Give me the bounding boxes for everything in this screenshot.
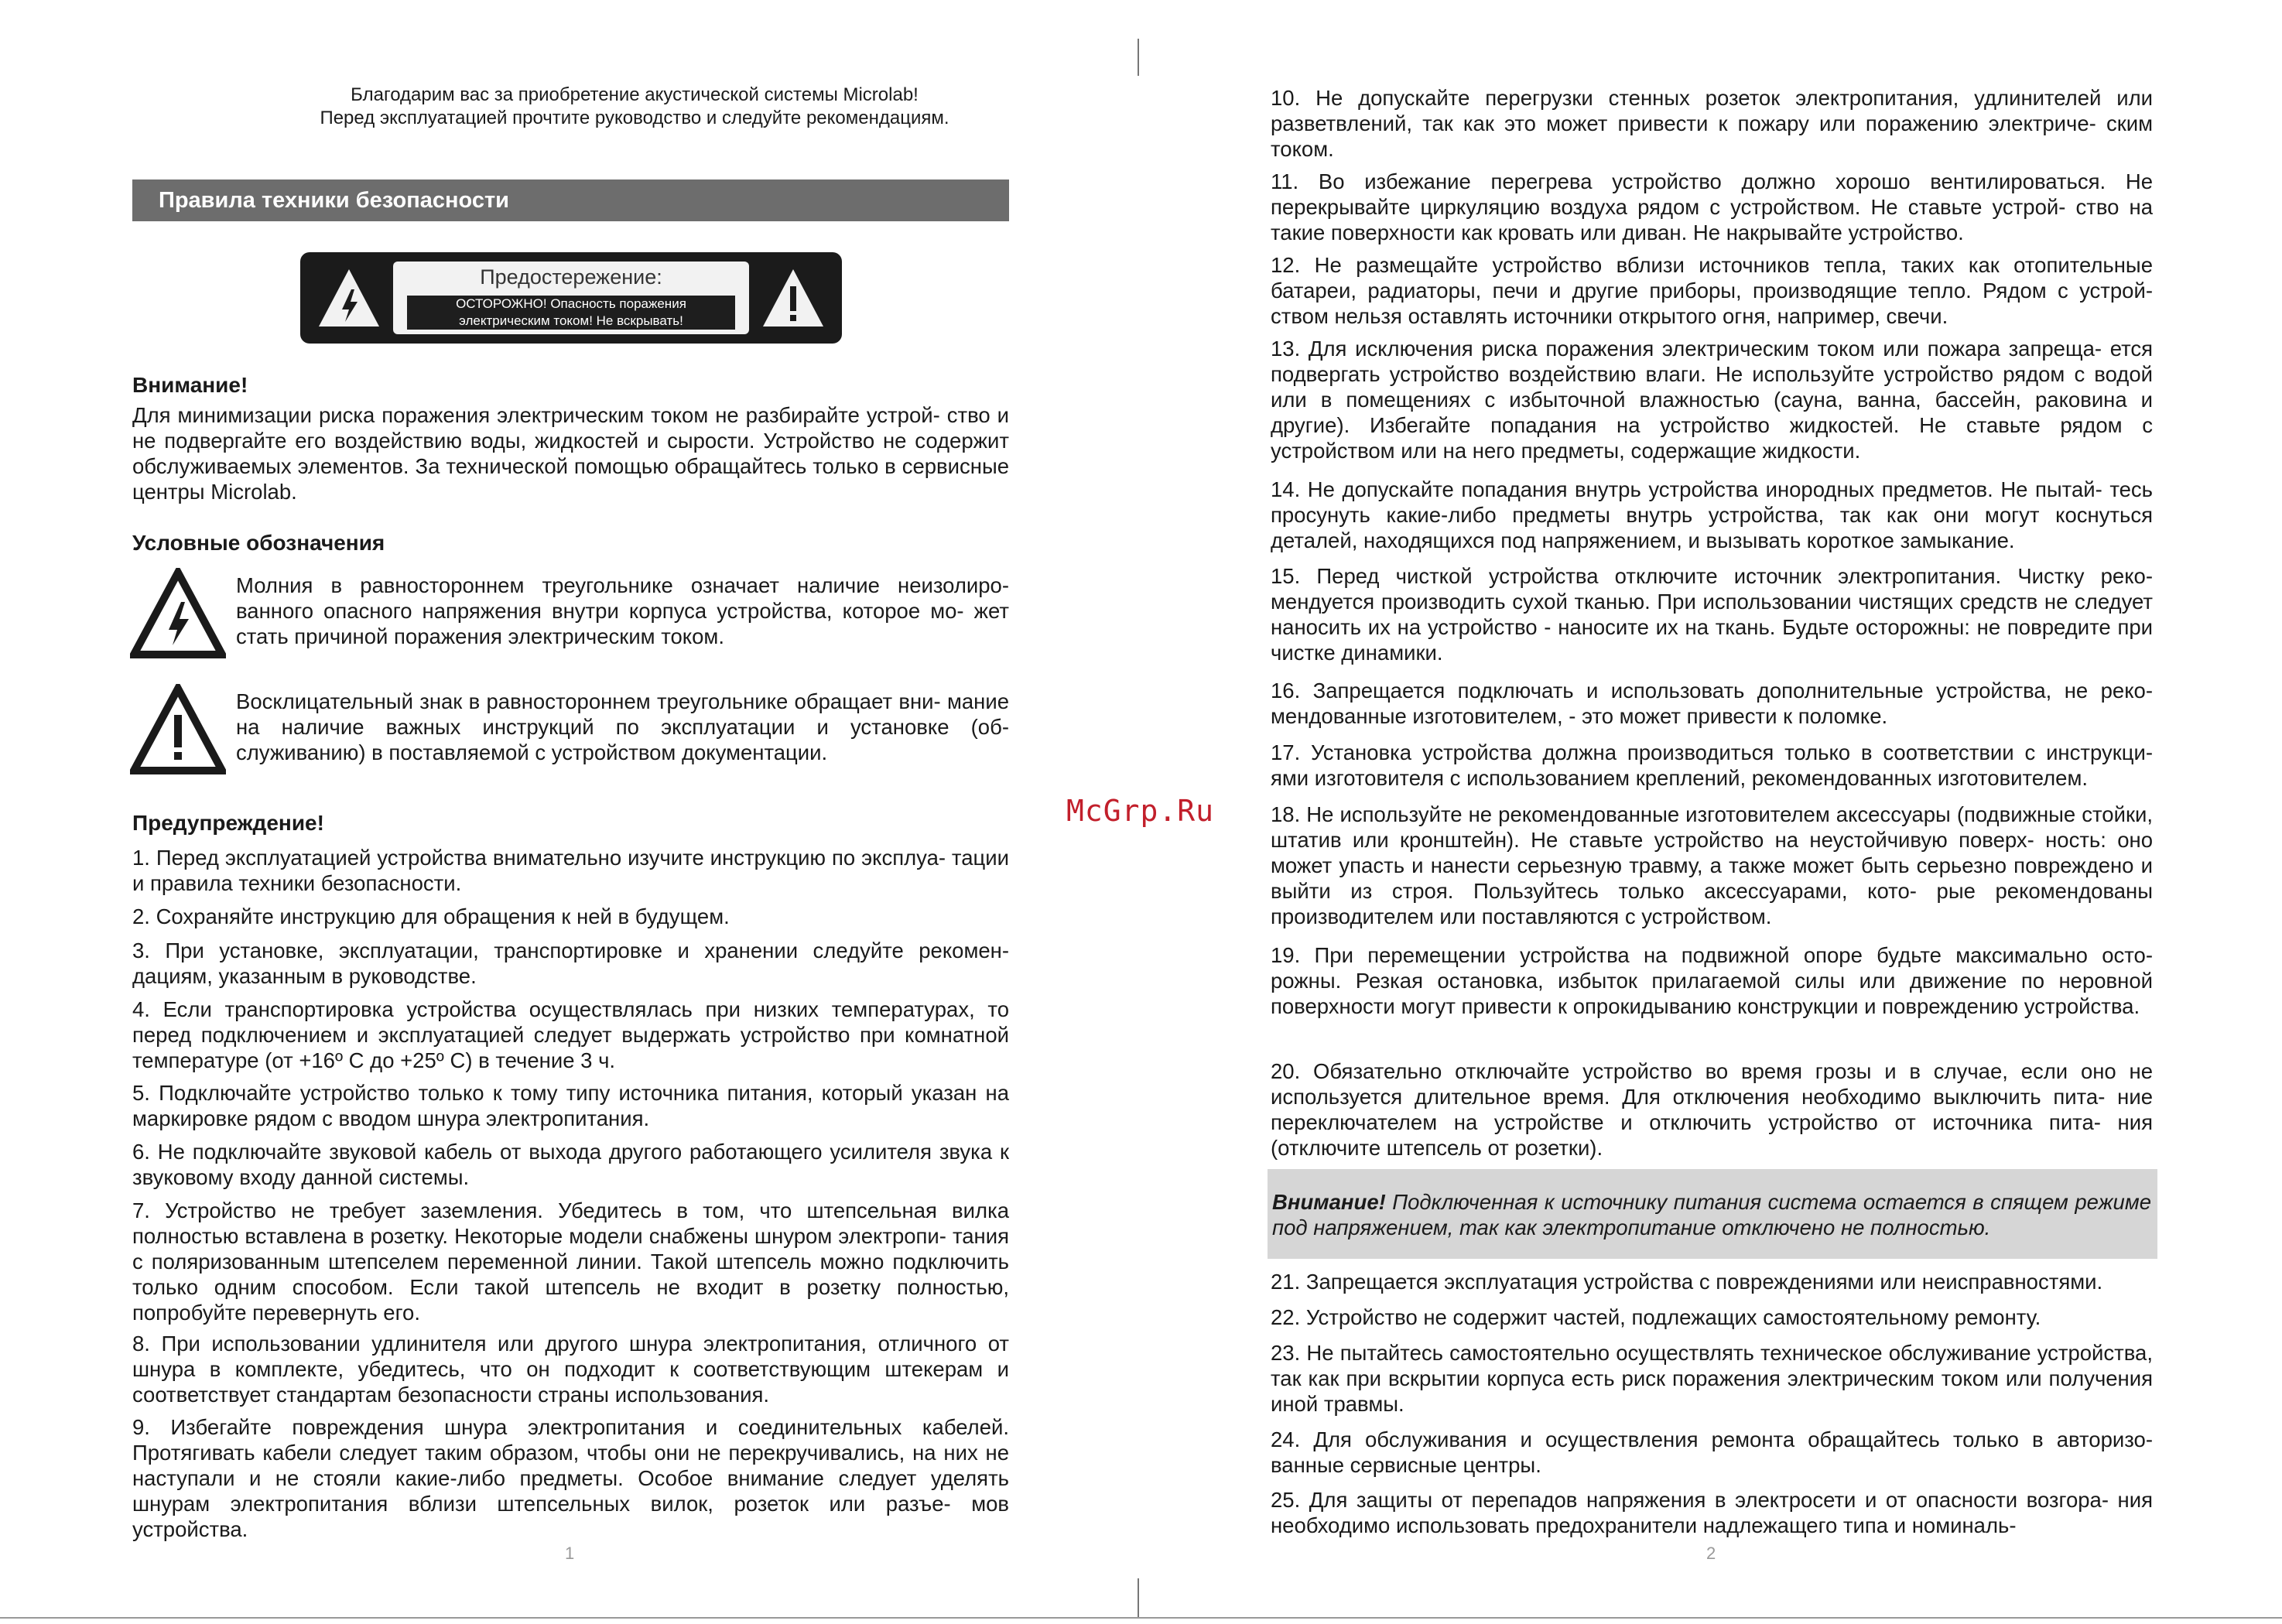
attention-note-text: [1272, 1189, 2151, 1240]
intro-text: [132, 84, 1138, 130]
attention-text: Для минимизации риска поражения электрическим током не разбирайте устрой- ство и не подвергайте его воздействию воды, жидкостей и сырости. Устройство не содержит обслуживаемых элементов. За технической помощью обращайтесь только в сервисные центры Microlab.: [132, 403, 1009, 504]
section-title: Правила техники безопасности: [132, 179, 1009, 221]
rule-item-18: 18. Не используйте не рекомендованные изготовителем аксессуары (подвижные стойки, штатив или кронштейн). Не ставьте устройство на неустойчивую поверх- ность: оно может упасть и нанести серьезную травму, а также может быть серьезно повреждено и выйти из строя. Пользуйтесь только аксессуарами, кото- рые рекомендованы производителем или поставляются с устройством.: [1271, 802, 2153, 928]
rule-item-6: 6. Не подключайте звуковой кабель от выхода другого работающего усилителя звука к звуковому входу данной системы.: [132, 1140, 1009, 1189]
rule-item-15: 15. Перед чисткой устройства отключите источник электропитания. Чистку реко- мендуется производить сухой тканью. При использовании чистящих средств не следует наносить их на устройство - наносите их на ткань. Будьте осторожны: не повредите при чистке динамики.: [1271, 564, 2153, 665]
rule-item-25: 25. Для защиты от перепадов напряжения в электросети и от опасности возгора- ния необходимо использовать предохранители надлежащего типа и номиналь-: [1271, 1488, 2153, 1537]
rule-item-12: 12. Не размещайте устройство вблизи источников тепла, таких как отопительные батареи, радиаторы, печи и другие приборы, производящие тепло. Рядом с устрой- ством нельзя оставлять источники открытого огня, например, свечи.: [1271, 253, 2153, 328]
exclamation-symbol-text: Восклицательный знак в равностороннем треугольнике обращает вни- мание на наличие важных инструкций по эксплуатации и установке (об- служиванию) в поставляемой с устройством документации.: [236, 689, 1009, 764]
intro-line-2: Перед эксплуатацией прочтите руководство и следуйте рекомендациям.: [320, 108, 949, 128]
bottom-edge-line: [0, 1617, 2282, 1619]
lightning-triangle-icon: [130, 568, 226, 659]
rule-item-20: 20. Обязательно отключайте устройство во время грозы и в случае, если оно не используется длительное время. Для отключения необходимо выключить пита- ние переключателем на устройстве и отключить устройство от источника пита- ния (отключите штепсель от розетки).: [1271, 1059, 2153, 1160]
caution-label-body: [393, 262, 749, 334]
rule-item-21: 21. Запрещается эксплуатация устройства с повреждениями или неисправностями.: [1271, 1270, 2103, 1294]
caution-line-2: электрическим током! Не вскрывать!: [459, 313, 683, 328]
caution-message: [407, 296, 735, 330]
intro-line-1: Благодарим вас за приобретение акустической системы Microlab!: [351, 84, 919, 105]
rule-item-4: 4. Если транспортировка устройства осуществлялась при низких температурах, то перед подключением и эксплуатацией следует выдержать устройство при комнатной температуре (от +16º С до +25º С) в течение 3 ч.: [132, 997, 1009, 1072]
rule-item-23: 23. Не пытайтесь самостоятельно осуществлять техническое обслуживание устройства, так как при вскрытии корпуса есть риск поражения электрическим током или получения иной травмы.: [1271, 1341, 2153, 1416]
rule-item-2: 2. Сохраняйте инструкцию для обращения к ней в будущем.: [132, 904, 730, 928]
rule-item-14: 14. Не допускайте попадания внутрь устройства инородных предметов. Не пытай- тесь просунуть какие-либо предметы внутрь устройства, так как они могут коснуться деталей, находящихся под напряжением, и вызывать короткое замыкание.: [1271, 477, 2153, 552]
rule-item-17: 17. Установка устройства должна производиться только в соответствии с инструкци- ями изготовителя с использованием креплений, рекомендованных изготовителем.: [1271, 740, 2153, 790]
rule-item-16: 16. Запрещается подключать и использовать дополнительные устройства, не реко- мендованные изготовителем, - это может привести к поломке.: [1271, 679, 2153, 728]
rule-item-3: 3. При установке, эксплуатации, транспортировке и хранении следуйте рекомен- дациям, указанным в руководстве.: [132, 939, 1009, 988]
attention-heading: Внимание!: [132, 373, 248, 397]
page-number-2: 2: [1706, 1544, 1716, 1563]
rule-item-5: 5. Подключайте устройство только к тому типу источника питания, который указан на маркировке рядом с вводом шнура электропитания.: [132, 1081, 1009, 1130]
exclamation-warning-icon: [761, 266, 825, 330]
watermark: McGrp.Ru: [1066, 794, 1215, 828]
rule-item-8: 8. При использовании удлинителя или другого шнура электропитания, отличного от шнура в комплекте, убедитесь, что он подходит к соответствующим штекерам и соответствует стандартам безопасности страны использования.: [132, 1332, 1009, 1407]
rule-item-7: 7. Устройство не требует заземления. Убедитесь в том, что штепсельная вилка полностью вставлена в розетку. Некоторые модели снабжены шнуром электропи- тания с поляризованным штепселем переменной линии. Такой штепсель можно подключить только одним способом. Если такой штепсель не входит в розетку полностью, попробуйте перевернуть его.: [132, 1198, 1009, 1325]
attention-note-bold: Внимание!: [1272, 1190, 1386, 1214]
caution-label: [300, 252, 842, 344]
rule-item-9: 9. Избегайте повреждения шнура электропитания и соединительных кабелей. Протягивать кабели следует таким образом, чтобы они не перекручивались, на них не наступали и не стояли какие-либо предметы. Особое внимание следует уделять шнурам электропитания вблизи штепсельных вилок, розеток или разъе- мов устройства.: [132, 1415, 1009, 1541]
warning-heading: Предупреждение!: [132, 811, 324, 835]
rule-item-10: 10. Не допускайте перегрузки стенных розеток электропитания, удлинителей или разветвлений, так как это может привести к пожару или поражению электриче- ским током.: [1271, 86, 2153, 161]
caution-title: Предостережение:: [480, 265, 662, 289]
exclamation-triangle-icon: [130, 684, 226, 775]
attention-note-body: Подключенная к источнику питания система остается в спящем режиме под напряжением, так как электропитание отключено не полностью.: [1272, 1190, 2151, 1239]
rule-item-22: 22. Устройство не содержит частей, подлежащих самостоятельному ремонту.: [1271, 1305, 2041, 1329]
rule-item-24: 24. Для обслуживания и осуществления ремонта обращайтесь только в авторизо- ванные сервисные центры.: [1271, 1427, 2153, 1477]
rule-item-11: 11. Во избежание перегрева устройство должно хорошо вентилироваться. Не перекрывайте циркуляцию воздуха рядом с устройством. Не ставьте устрой- ство на такие поверхности как кровать или диван. Не накрывайте устройство.: [1271, 169, 2153, 244]
page-number-1: 1: [565, 1544, 575, 1563]
caution-line-1: ОСТОРОЖНО! Опасность поражения: [456, 296, 686, 311]
lightning-symbol-text: Молния в равностороннем треугольнике означает наличие неизолиро- ванного опасного напряжения внутри корпуса устройства, которое мо- жет стать причиной поражения электрическим током.: [236, 573, 1009, 648]
symbols-heading: Условные обозначения: [132, 531, 385, 555]
lightning-warning-icon: [317, 266, 381, 330]
rule-item-13: 13. Для исключения риска поражения электрическим током или пожара запреща- ется подвергать устройство воздействию влаги. Не используйте устройство рядом с водой или в помещениях с избыточной влажностью (сауна, ванна, бассейн, раковина и другие). Избегайте попадания на устройство жидкостей. Не ставьте рядом с устройством или на него предметы, содержащие жидкости.: [1271, 337, 2153, 463]
rule-item-19: 19. При перемещении устройства на подвижной опоре будьте максимально осто- рожны. Резкая остановка, избыток прилагаемой силы или движение по неровной поверхности могут привести к опрокидыванию конструкции и повреждению устройства.: [1271, 943, 2153, 1018]
rule-item-1: 1. Перед эксплуатацией устройства внимательно изучите инструкцию по эксплуа- тации и правила техники безопасности.: [132, 846, 1009, 895]
attention-note: [1268, 1169, 2157, 1259]
